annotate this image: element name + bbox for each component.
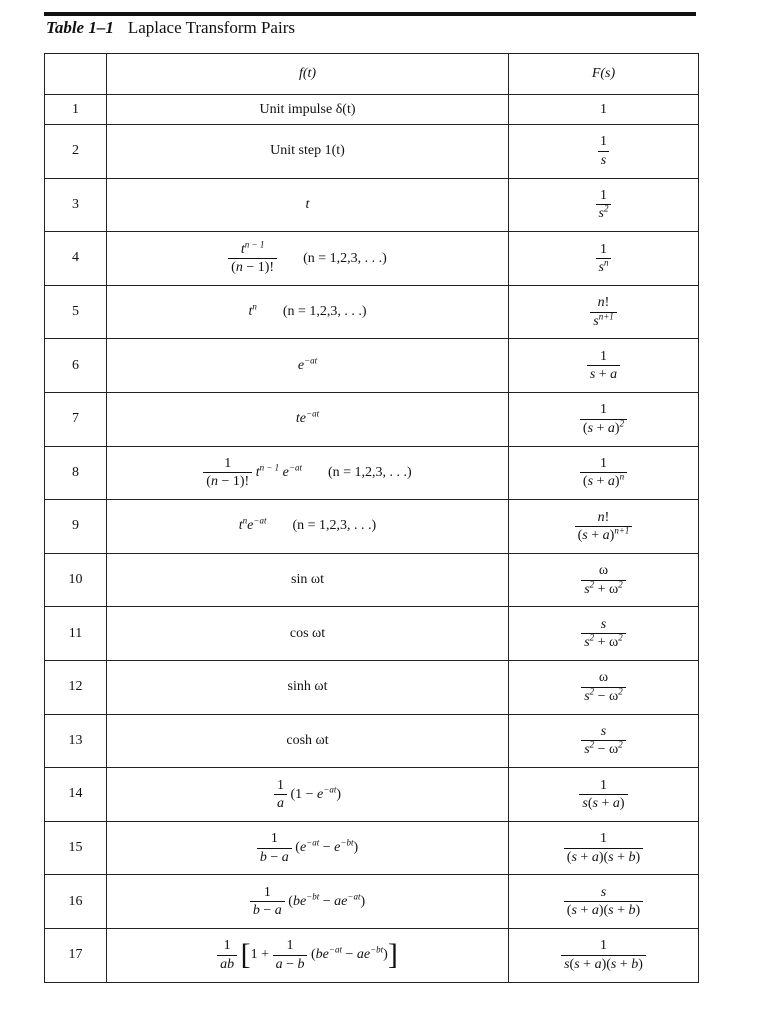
fs-cell: $\frac{1}{(s + a)^2}$: [509, 392, 699, 446]
row-index: 17: [45, 928, 107, 982]
table-row: [45, 607, 699, 661]
table-row: [45, 95, 699, 125]
row-index: 4: [45, 232, 107, 286]
fs-cell: $\frac{1}{(s + a)^n}$: [509, 446, 699, 500]
table-row: [45, 714, 699, 768]
fs-cell: $\frac{\omega}{s^2 + \omega^2}$: [509, 553, 699, 607]
table-row: [45, 553, 699, 607]
fs-cell: $\frac{1}{s}$: [509, 125, 699, 179]
ft-cell: $\frac{1}{b - a}$ $(be^{-bt} - ae^{-at})$: [107, 875, 509, 929]
laplace-table: [44, 53, 699, 983]
row-index: 9: [45, 500, 107, 554]
ft-cell: t: [107, 178, 509, 232]
header-fs: F(s): [509, 54, 699, 95]
header-ft: f(t): [107, 54, 509, 95]
top-rule: [44, 12, 696, 16]
ft-cell: $\frac{1}{a}$ $(1 - e^{-at})$: [107, 768, 509, 822]
table-title: Laplace Transform Pairs: [127, 18, 295, 37]
header-index: [45, 54, 107, 95]
table-row: [45, 928, 699, 982]
row-index: 11: [45, 607, 107, 661]
condition-text: (n = 1,2,3, . . .): [303, 250, 387, 266]
row-index: 5: [45, 285, 107, 339]
row-index: 16: [45, 875, 107, 929]
row-index: 13: [45, 714, 107, 768]
ft-cell: cosh ωt: [107, 714, 509, 768]
condition-text: (n = 1,2,3, . . .): [292, 518, 377, 534]
fs-cell: $\frac{1}{(s + a)(s + b)}$: [509, 821, 699, 875]
ft-cell: Unit step 1(t): [107, 125, 509, 179]
row-index: 3: [45, 178, 107, 232]
table-row: [45, 392, 699, 446]
table-row: [45, 178, 699, 232]
condition-text: (n = 1,2,3, . . .): [282, 304, 367, 320]
row-index: 14: [45, 768, 107, 822]
ft-cell: $\frac{1}{(n - 1)!}$ $t^{n - 1}$ $e^{-at}$ (n = 1,2,3, . . .): [107, 446, 509, 500]
fs-cell: $\frac{n!}{(s + a)^{n+1}}$: [509, 500, 699, 554]
fs-cell: 1: [509, 95, 699, 125]
ft-cell: $\frac{1}{b - a}$ $(e^{-at} - e^{-bt})$: [107, 821, 509, 875]
ft-cell: $e^{-at}$: [107, 339, 509, 393]
row-index: 6: [45, 339, 107, 393]
ft-cell: $te^{-at}$: [107, 392, 509, 446]
table-row: [45, 500, 699, 554]
fs-cell: $\frac{1}{s(s + a)}$: [509, 768, 699, 822]
row-index: 2: [45, 125, 107, 179]
ft-cell: $t^n$ (n = 1,2,3, . . .): [107, 285, 509, 339]
table-row: [45, 339, 699, 393]
table-row: [45, 660, 699, 714]
row-index: 1: [45, 95, 107, 125]
table-row: [45, 285, 699, 339]
fs-cell: $\frac{1}{s(s + a)(s + b)}$: [509, 928, 699, 982]
ft-cell: Unit impulse δ(t): [107, 95, 509, 125]
table-row: [45, 446, 699, 500]
ft-cell: cos ωt: [107, 607, 509, 661]
row-index: 10: [45, 553, 107, 607]
table-row: [45, 232, 699, 286]
fs-cell: $\frac{s}{s^2 - \omega^2}$: [509, 714, 699, 768]
ft-cell: sin ωt: [107, 553, 509, 607]
fs-cell: $\frac{s}{s^2 + \omega^2}$: [509, 607, 699, 661]
fs-cell: $\frac{1}{s^2}$: [509, 178, 699, 232]
table-row: [45, 768, 699, 822]
row-index: 15: [45, 821, 107, 875]
table-row: [45, 821, 699, 875]
row-index: 12: [45, 660, 107, 714]
fs-cell: $\frac{\omega}{s^2 - \omega^2}$: [509, 660, 699, 714]
ft-cell: $\frac{t^{n - 1}}{(n - 1)!}$ (n = 1,2,3, . . .): [107, 232, 509, 286]
table-number: Table 1–1: [46, 18, 114, 37]
fs-cell: $\frac{1}{s + a}$: [509, 339, 699, 393]
ft-cell: $\frac{1}{ab}$ [1 + $\frac{1}{a - b}$ $(be^{-at} - ae^{-bt})$]: [107, 928, 509, 982]
table-caption: [46, 18, 295, 38]
table-header-row: [45, 54, 699, 95]
table-row: [45, 875, 699, 929]
fs-cell: $\frac{s}{(s + a)(s + b)}$: [509, 875, 699, 929]
fs-cell: $\frac{1}{s^n}$: [509, 232, 699, 286]
table-row: [45, 125, 699, 179]
condition-text: (n = 1,2,3, . . .): [327, 465, 412, 481]
row-index: 8: [45, 446, 107, 500]
row-index: 7: [45, 392, 107, 446]
ft-cell: $t^ne^{-at}$ (n = 1,2,3, . . .): [107, 500, 509, 554]
fs-cell: $\frac{n!}{s^{n+1}}$: [509, 285, 699, 339]
ft-cell: sinh ωt: [107, 660, 509, 714]
